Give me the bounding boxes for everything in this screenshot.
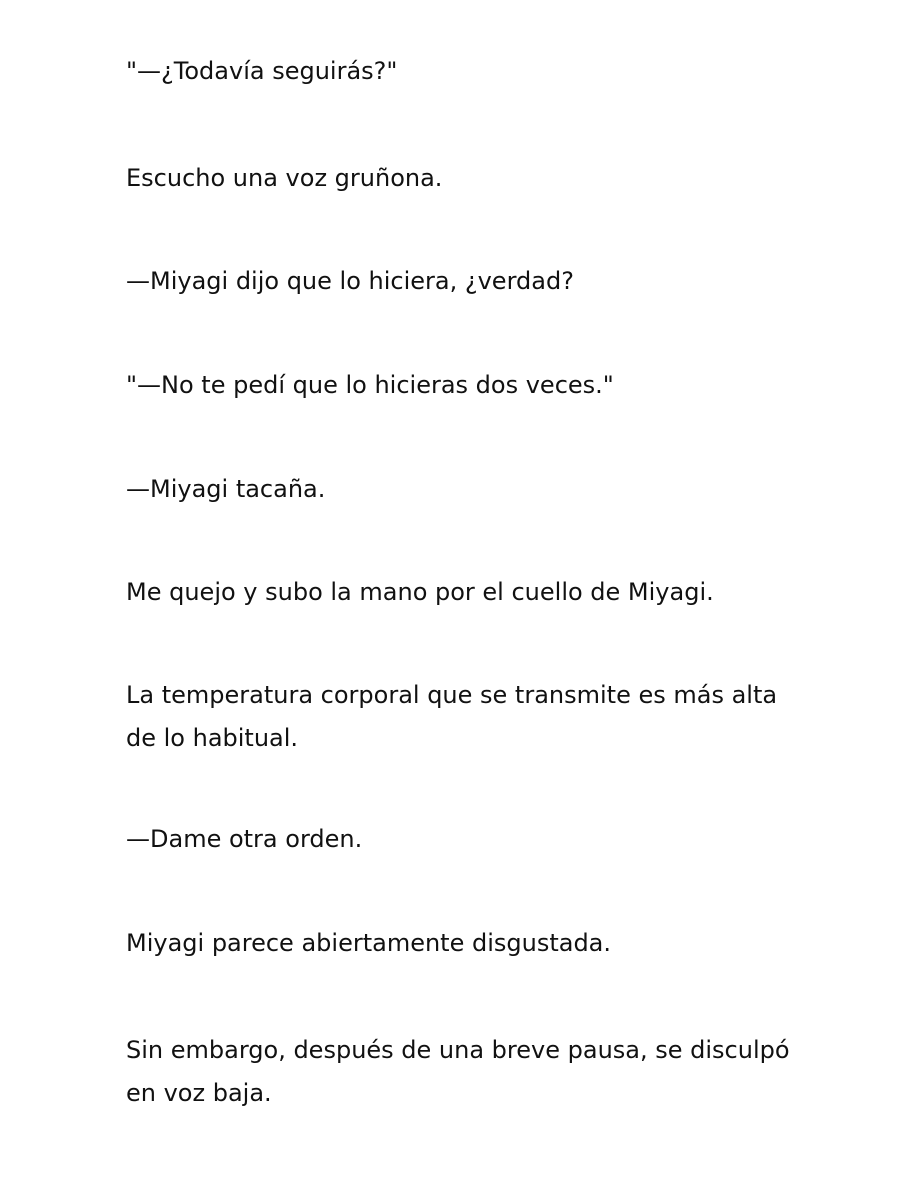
paragraph-9 (126, 922, 786, 965)
paragraph-8 (126, 818, 786, 861)
paragraph-line: Miyagi parece abiertamente disgustada. (126, 929, 612, 957)
paragraph-1 (126, 50, 786, 93)
paragraph-line: —Miyagi dijo que lo hiciera, ¿verdad? (126, 267, 574, 295)
paragraph-7 (126, 674, 786, 760)
paragraph-6 (126, 571, 786, 614)
paragraph-line: Sin embargo, después de una breve pausa, se disculpó (126, 1036, 790, 1064)
paragraph-2 (126, 157, 786, 200)
paragraph-5 (126, 468, 786, 511)
paragraph-line: Escucho una voz gruñona. (126, 164, 443, 192)
paragraph-line: de lo habitual. (126, 724, 299, 752)
paragraph-line: en voz baja. (126, 1079, 272, 1107)
paragraph-4 (126, 364, 786, 407)
paragraph-line: "—No te pedí que lo hicieras dos veces." (126, 371, 614, 399)
paragraph-line: La temperatura corporal que se transmite es más alta (126, 681, 778, 709)
paragraph-10 (126, 1029, 790, 1115)
paragraph-line: —Dame otra orden. (126, 825, 363, 853)
paragraph-line: Me quejo y subo la mano por el cuello de Miyagi. (126, 578, 714, 606)
paragraph-line: —Miyagi tacaña. (126, 475, 326, 503)
paragraph-line: "—¿Todavía seguirás?" (126, 57, 398, 85)
paragraph-3 (126, 260, 786, 303)
